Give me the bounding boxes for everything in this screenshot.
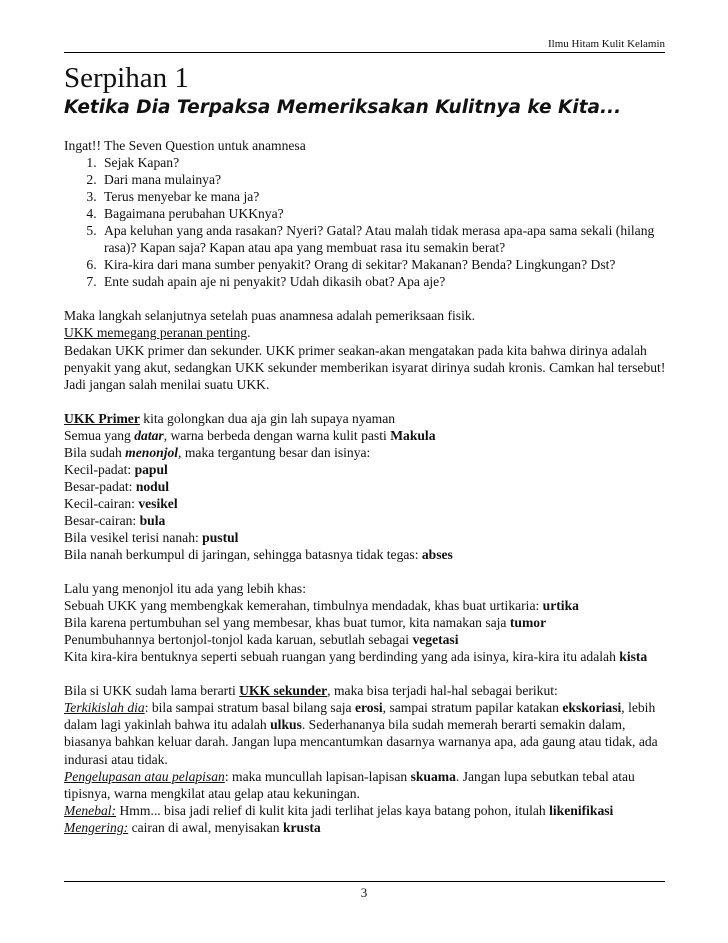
lesion-line: Besar-cairan: bula: [64, 512, 166, 528]
datar-line: Semua yang datar, warna berbeda dengan warna kulit pasti Makula: [64, 427, 436, 443]
page-number: 3: [360, 885, 368, 900]
khas-lead: Lalu yang menonjol itu ada yang lebih khas:: [64, 581, 306, 597]
khas-line: Penumbuhannya bertonjol-tonjol kada karuan, sebutlah sebagai vegetasi: [64, 632, 459, 648]
skuama-term: skuama: [410, 768, 456, 784]
lesion-line: Kecil-padat: papul: [64, 461, 168, 477]
likenifikasi-term: likenifikasi: [549, 802, 614, 818]
menonjol-line: Bila sudah menonjol, maka tergantung besar dan isinya:: [64, 444, 371, 460]
page-content: [64, 57, 668, 836]
pengelupasan-paragraph: Pengelupasan atau pelapisan: maka muncullah lapisan-lapisan skuama. Jangan lupa sebutkan tebal atau tipisnya, warna mengkilat atau gelap atau kekuningan.: [64, 768, 635, 801]
mengering-line: Mengering: cairan di awal, menyisakan krusta: [64, 819, 321, 835]
question-item: 4. Bagaimana perubahan UKKnya?: [100, 205, 668, 222]
chapter-title: Serpihan 1: [64, 62, 189, 94]
mengering-label: Mengering:: [64, 819, 129, 835]
lesion-line: Kecil-cairan: vesikel: [64, 495, 178, 511]
footer-rule: [64, 881, 665, 882]
khas-line: Bila karena pertumbuhan sel yang membesar, khas buat tumor, kita namakan saja tumor: [64, 615, 547, 631]
lesion-term: abses: [421, 547, 453, 563]
khas-term: urtika: [542, 598, 579, 614]
lesion-term: pustul: [202, 529, 239, 545]
primer-vs-sekunder-paragraph: Bedakan UKK primer dan sekunder. UKK primer seakan-akan mengatakan pada kita bahwa dirinya adalah penyakit yang akut, sedangkan UKK sekunder memberikan isyarat dirinya sudah kronis. Camkan hal tersebut! Jadi jangan salah menilai suatu UKK.: [64, 342, 666, 392]
krusta-term: krusta: [282, 819, 321, 835]
physical-exam-sentence: Maka langkah selanjutnya setelah puas anamnesa adalah pemeriksaan fisik.: [64, 308, 476, 324]
terkikis-label: Terkikislah dia: [64, 700, 145, 716]
lesion-term: bula: [139, 512, 166, 528]
ukk-primer-heading: UKK Primer kita golongkan dua aja gin lah supaya nyaman: [64, 410, 396, 426]
khas-term: kista: [619, 649, 648, 665]
lesion-line: Besar-padat: nodul: [64, 478, 170, 494]
chapter-subtitle: Ketika Dia Terpaksa Memeriksakan Kulitnya ke Kita...: [64, 97, 622, 118]
question-item: 3. Terus menyebar ke mana ja?: [100, 188, 668, 205]
menonjol-term: menonjol: [125, 444, 179, 460]
question-item: 2. Dari mana mulainya?: [100, 171, 668, 188]
ukk-importance-text: UKK memegang peranan penting: [64, 325, 248, 341]
khas-line: Sebuah UKK yang membengkak kemerahan, timbulnya mendadak, khas buat urtikaria: urtika: [64, 598, 579, 614]
menebal-line: Menebal: Hmm... bisa jadi relief di kulit kita jadi terlihat jelas kaya batang pohon, itulah likenifikasi: [64, 802, 614, 818]
datar-term: datar: [134, 427, 164, 443]
terkikis-paragraph: Terkikislah dia: bila sampai stratum basal bilang saja erosi, sampai stratum papilar katakan ekskoriasi, lebih dalam lagi yakinlah bahwa itu adalah ulkus. Sederhananya bila sudah memerah berarti semakin dalam, biasanya bahkan keluar darah. Jangan lupa mencantumkan dasarnya warnanya apa, ada gaung atau tidak, ada indurasi atau tidak.: [64, 700, 658, 767]
ukk-sekunder-term: UKK sekunder: [239, 683, 328, 699]
lesion-term: nodul: [135, 478, 170, 494]
sekunder-lead: Bila si UKK sudah lama berarti UKK sekunder, maka bisa terjadi hal-hal sebagai berikut:: [64, 683, 558, 699]
khas-term: vegetasi: [412, 632, 459, 648]
menebal-label: Menebal:: [64, 802, 117, 818]
ukk-importance-line: UKK memegang peranan penting.: [64, 325, 251, 341]
question-item: 7. Ente sudah apain aje ni penyakit? Udah dikasih obat? Apa aje?: [100, 273, 668, 290]
pengelupasan-label: Pengelupasan atau pelapisan: [64, 768, 225, 784]
khas-term: tumor: [509, 615, 547, 631]
ukk-primer-term: UKK Primer: [64, 410, 140, 426]
lesion-term: vesikel: [138, 495, 178, 511]
question-item: 6. Kira-kira dari mana sumber penyakit? Orang di sekitar? Makanan? Benda? Lingkungan? Dst?: [100, 256, 668, 273]
question-item: 1. Sejak Kapan?: [100, 154, 668, 171]
running-header: Ilmu Hitam Kulit Kelamin: [547, 38, 665, 50]
ulkus-term: ulkus: [270, 717, 302, 733]
lesion-term: papul: [134, 461, 168, 477]
lesion-line: Bila vesikel terisi nanah: pustul: [64, 529, 239, 545]
question-item: 5. Apa keluhan yang anda rasakan? Nyeri? Gatal? Atau malah tidak merasa apa-apa sama sekali (hilang rasa)? Kapan saja? Kapan atau apa yang membuat rasa itu semakin berat?: [100, 222, 668, 256]
ekskoriasi-term: ekskoriasi: [562, 700, 622, 716]
lesion-line: Bila nanah berkumpul di jaringan, sehingga batasnya tidak tegas: abses: [64, 547, 453, 563]
erosi-term: erosi: [354, 700, 383, 716]
header-rule: [64, 52, 665, 53]
makula-term: Makula: [390, 427, 436, 443]
anamnesis-lead: Ingat!! The Seven Question untuk anamnesa: [64, 138, 306, 153]
anamnesis-question-list: [64, 154, 668, 290]
khas-line: Kita kira-kira bentuknya seperti sebuah ruangan yang berdinding yang ada isinya, kira-kira itu adalah kista: [64, 649, 648, 665]
